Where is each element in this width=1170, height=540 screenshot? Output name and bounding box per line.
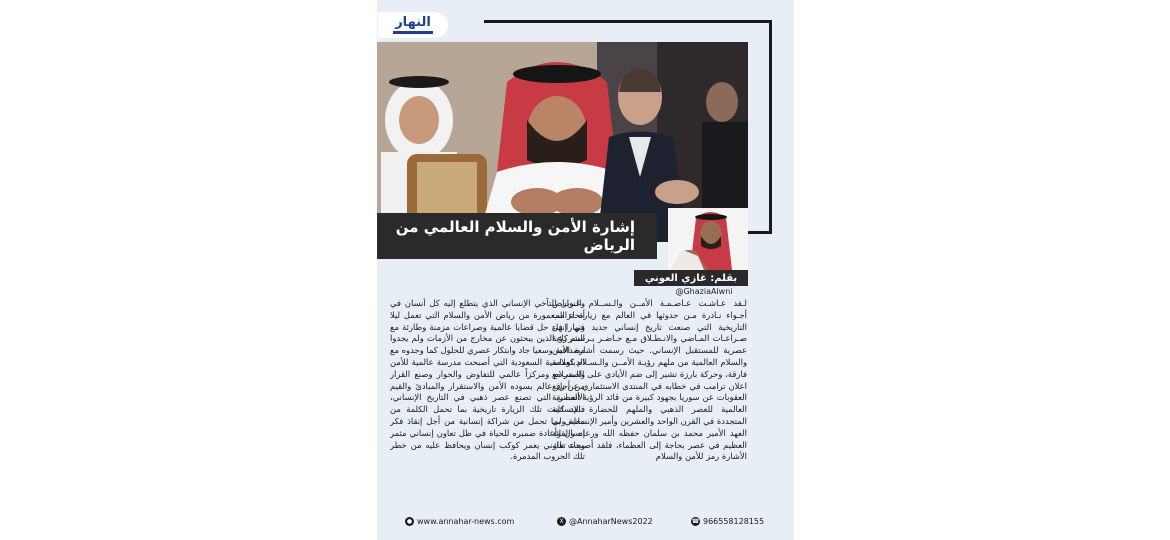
article-column-left xyxy=(390,298,585,510)
frame-line-right xyxy=(769,20,772,234)
footer-website-text: www.annahar-news.com xyxy=(417,517,515,526)
author-photo xyxy=(668,208,748,270)
whatsapp-icon: ☎ xyxy=(691,518,700,525)
logo-text: النهار xyxy=(395,15,431,30)
footer-x[interactable] xyxy=(557,517,653,526)
frame-line-top xyxy=(484,20,772,23)
article-headline: إشارة الأمن والسلام العالمي من الرياض xyxy=(395,218,635,254)
author-name: بقلم: غازي العوني xyxy=(644,272,738,284)
article-paragraph-right: لـقد عـاشـت عـاصـمـة الأمــن والـســلام الـريـاض أجـواء نـادرة مـن حدوثها في العالم مع زيارة ترامب التاريخية التي صنعت تاريخ إنساني جديد في إنهاء صـراعـات المـاضي والانـطـلاق مـع حـاضـر يـرسـم رؤية عصرية للمستقبل الإنساني. حيث رسمت أشارة الأمن والسلام العالمية من ملهم رؤيـة الأمــن والـسـلام كعلامة فارقة، وحركة بارزة تشير إلى ضم الأيادي على الصدر مع اعلان ترامب في خطابه في المنتدى الاستثماري عن رفع العقوبات عن سوريا بجهود كبيرة من قائد الرؤية العصرية العالمية للعصر الذهبي والملهم للحضارة الإنسانية المتجددة في القرن الواحد والعشرين وأمير الإنسانية ولي العهد الأمير محمد بن سلمان حفظه الله ورعاه والقائد العظيم في عصر بحاجة إلى العظماء، فلقد أصبحت تلك الأشارة رمز للأمن والسلام xyxy=(552,298,747,462)
article-paragraph-left: وعنوان للتآخي الإنساني الذي يتطلع إليه كل أنسان في أنحاء المعمورة من رياض الأمن والسلام التي تعمل ليلا ونهارا في حل قضايا عالمية وصراعات مزمنة وطارئة مع الشركاء الذين يبحثون عن مخارج من الأزمات ولم يجدوا مصداقية وسعيا جاد وابتكار عصري للحلول كما وجدوه مع الدبلوماسية السعودية التي أصبحت مدرسة عالمية للأمن والـسـلام ومركزاً عالمي للتفاوض والحوار وصنع القرار من أجل عالم يسوده الأمن والاستقرار والمبادئ والقيم الأنسانية التي تصنع عصر ذهبي في التاريخ الإنساني، فلقد كانت تلك الزيارة تاريخية بما تحمل الكلمة من معاني بما تحمل من شراكة إنسانية من أجل إنقاذ فكر إنسان وأعادة ضميره للحياة في ظل تعاون إنساني مثمر وبناء تعاوني يعمر كوكب إنسان ويحافظ عليه من خطر تلك الحروب المدمرة. xyxy=(390,298,585,462)
frame-line-bottom xyxy=(745,231,772,234)
logo-underline xyxy=(393,31,433,34)
x-icon: X xyxy=(557,517,566,526)
globe-icon: ● xyxy=(406,518,413,525)
footer-whatsapp[interactable] xyxy=(691,517,764,526)
page-footer xyxy=(377,514,794,532)
headline-banner xyxy=(377,213,657,259)
footer-website[interactable] xyxy=(405,517,514,526)
footer-x-text: @AnnaharNews2022 xyxy=(569,517,653,526)
author-name-bar xyxy=(634,270,748,286)
newspaper-logo xyxy=(378,12,448,38)
footer-whatsapp-text: 966558128155 xyxy=(703,517,765,526)
author-handle: @GhaziaAlwni xyxy=(675,287,733,296)
